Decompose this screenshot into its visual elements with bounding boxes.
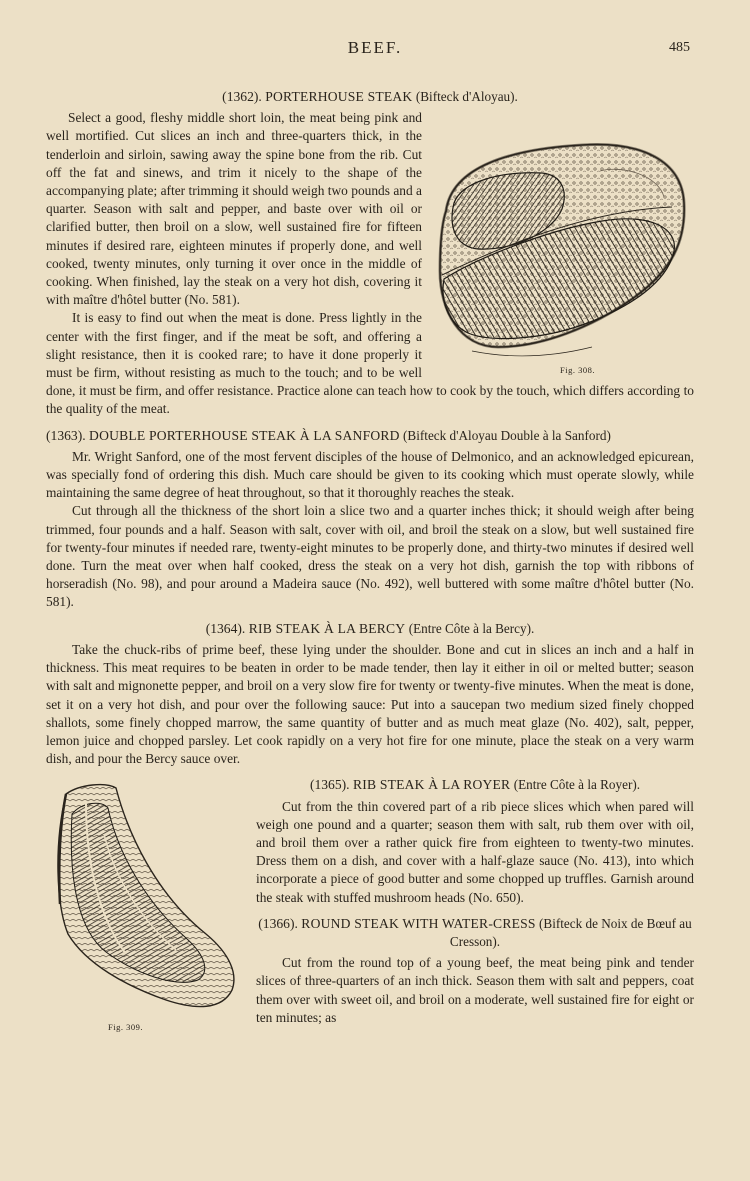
recipe-number: (1364). [205,620,246,636]
running-title: BEEF. [347,38,403,57]
recipe-french-title: (Entre Côte à la Royer). [513,777,641,793]
recipe-title: PORTERHOUSE STEAK [265,89,413,104]
paragraph: It is easy to find out when the meat is done. Press lightly in the center with the first finger, and if the meat be soft, and offering a slight resistance, then it is cooked rare; to have it done properly it must be firm, without resisting as much to the touch; and to be well done, it must be firm, and offer resistance. Practice alone can teach how to cook by the touch, which differs according to the quality of the meat. [46,310,694,417]
recipe-number: (1363). [46,427,86,443]
paragraph: Mr. Wright Sanford, one of the most fervent disciples of the house of Delmonico, and an acknowledged epicurean, was specially fond of ordering this dish. Much care should be given to its cooking which must operate slowly, while maintaining the same degree of heat throughout, so that it thoroughly reaches the steak. [46,448,694,501]
rib-steak-engraving [46,774,242,1030]
recipe-title: ROUND STEAK WITH WATER-CRESS [301,915,536,931]
figure-rib-steak [46,774,242,1033]
recipe-french-title: (Bifteck d'Aloyau Double à la Sanford) [403,427,611,443]
section-heading [46,427,694,445]
paragraph: Cut through all the thickness of the short loin a slice two and a quarter inches thick; it should weigh after being trimmed, four pounds and a half. Season with salt, cover with oil, and broil the steak on a slow, but well sustained fire for twenty-four minutes if needed rare, twenty-eight minutes to be properly done, and thirty-two minutes if desired well done. Turn the meat over when half cooked, dress the steak on a very hot dish, garnish the top with ribbons of horseradish (No. 98), and pour around a Madeira sauce (No. 492), well buttered with some maître d'hôtel butter (No. 581). [46,503,694,610]
recipe-title: RIB STEAK À LA ROYER [352,777,511,793]
figure-porterhouse-steak [432,111,694,377]
paragraph: Select a good, fleshy middle short loin, the meat being pink and well mortified. Cut slices an inch and three-quarters thick, in the tenderloin and sirloin, sawing away the spine bone from the rib. Cut off the fat and sinews, and trim it nicely to the shape of the accompanying plate; after trimming it should weigh two pounds and a quarter. Season with salt and pepper, and baste over with oil or clarified butter, then broil on a slow, well sustained fire for fifteen minutes if desired rare, eighteen minutes if properly done, and well cooked, twenty minutes, only turning it over once in the middle of cooking. When finished, lay the steak on a very hot dish, covering it with maître d'hôtel butter (No. 581). [46,110,422,308]
figure-caption: Fig. 308. [560,365,595,376]
running-head [0,38,750,60]
page-number: 485 [669,40,690,55]
recipe-number: (1362). [222,89,262,104]
paragraph: Take the chuck-ribs of prime beef, these lying under the shoulder. Bone and cut in slices an inch and a half in thickness. This meat requires to be beaten in order to be made tender, then lay it either in oil or melted butter; season with salt and mignonette pepper, and broil on a very slow fire for twenty or twenty-five minutes. When the meat is done, set it on a very hot dish, and pour over the following sauce: Put into a saucepan two medium sized finely chopped shallots, some finely chopped marrow, the same quantity of butter and as much meat glaze (No. 402), salt, pepper, lemon juice and chopped parsley. Let cook rapidly on a very hot fire for one minute, place the steak on a very warm dish, and pour the Bercy sauce over. [46,641,694,767]
paragraph: Cut from the thin covered part of a rib piece slices which when pared will weigh one pound and a quarter; season them with salt, rub them over with oil, and broil them over a rather quick fire from eighteen to twenty-two minutes. Dress them on a dish, and cover with a half-glaze sauce (No. 413), into which incorporate a piece of good butter and some chopped up truffles. Garnish around the steak with stuffed mushroom heads (No. 650). [256,798,694,905]
page-body [46,88,694,1034]
section-heading [46,620,694,638]
figure-caption: Fig. 309. [108,1022,143,1033]
recipe-number: (1366). [258,915,298,931]
porterhouse-steak-engraving [432,111,694,377]
recipe-title: DOUBLE PORTERHOUSE STEAK À LA SANFORD [89,427,400,443]
section-heading [46,88,694,106]
paragraph: Cut from the round top of a young beef, the meat being pink and tender slices of three-quarters of an inch thick. Season them with salt and peppers, coat them over with sweet oil, and broil on a moderate, well sustained fire for eight or ten minutes; as [256,955,694,1025]
recipe-french-title: (Bifteck de Noix de Bœuf au Cresson). [449,915,692,949]
recipe-number: (1365). [309,777,350,793]
recipe-french-title: (Entre Côte à la Bercy). [408,620,535,636]
recipe-french-title: (Bifteck d'Aloyau). [415,89,518,104]
recipe-title: RIB STEAK À LA BERCY [248,620,406,636]
